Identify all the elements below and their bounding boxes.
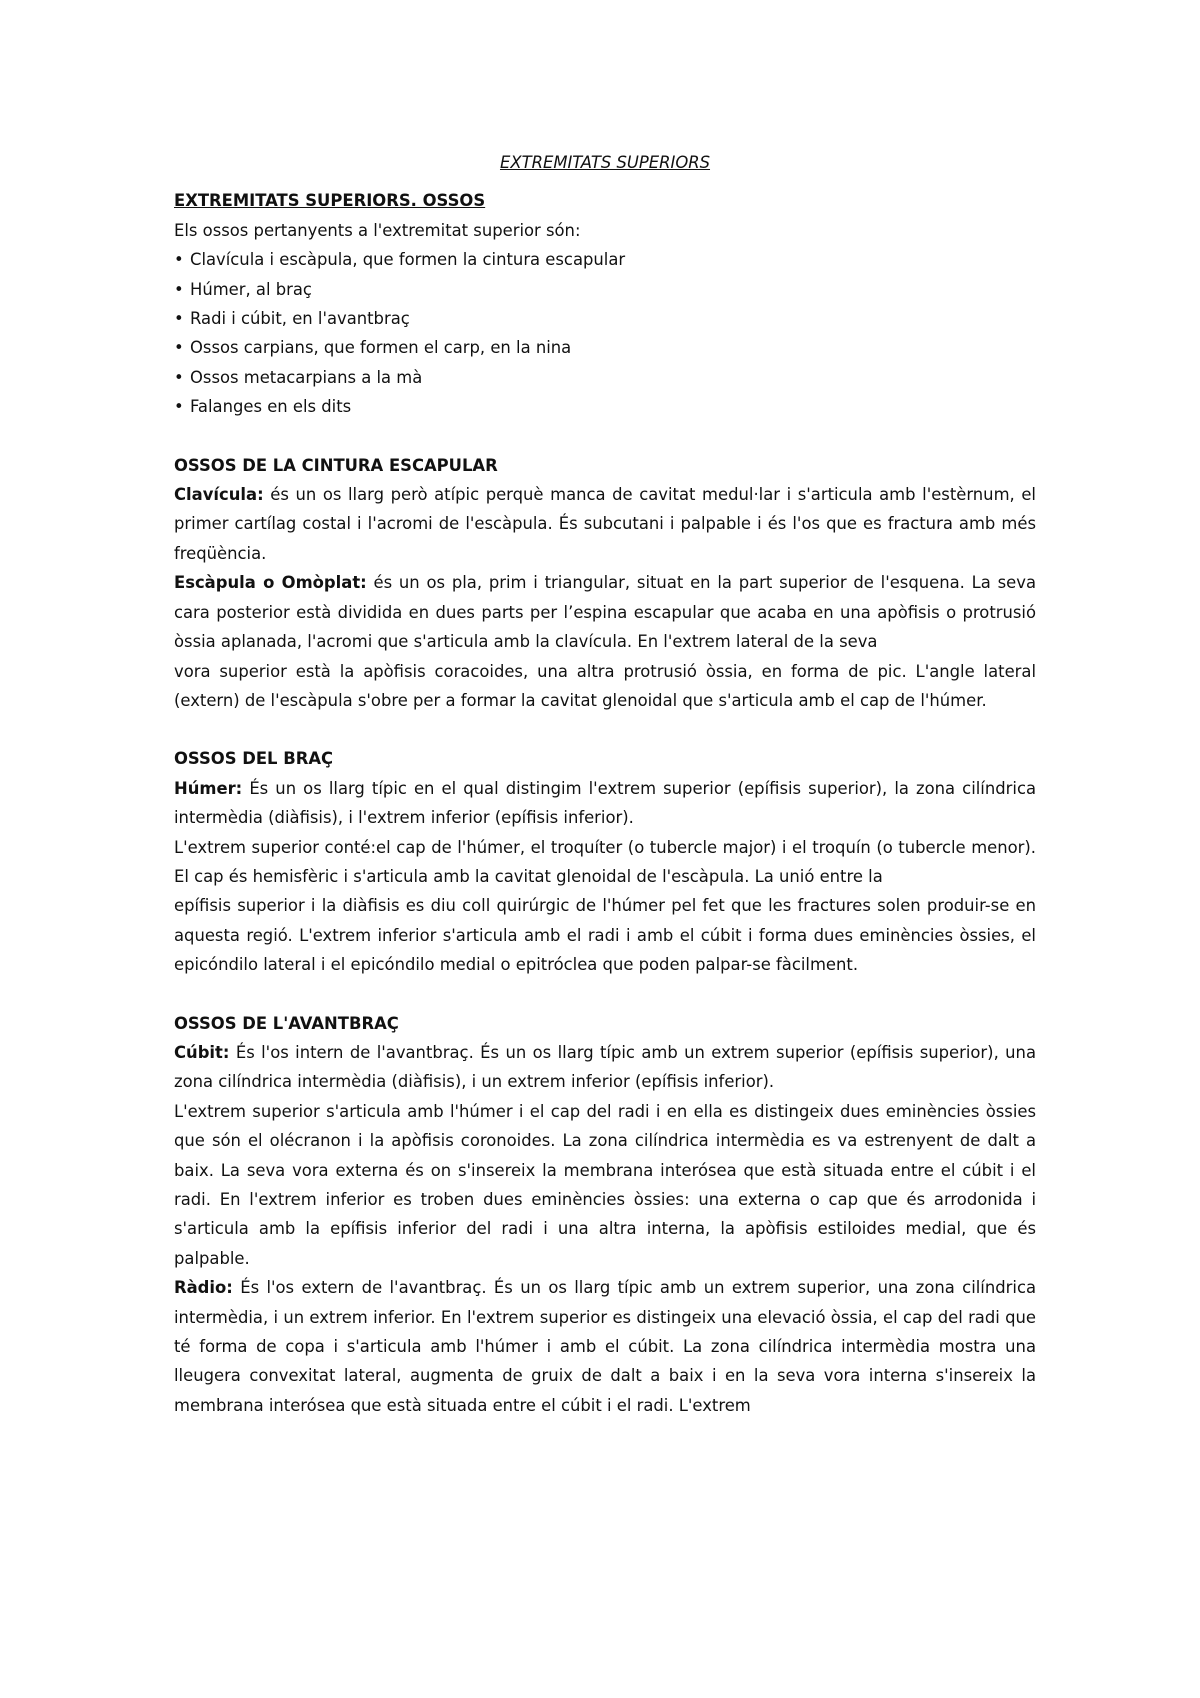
- list-item: • Húmer, al braç: [174, 275, 1036, 304]
- term-humer: Húmer:: [174, 778, 243, 798]
- list-item: • Ossos metacarpians a la mà: [174, 363, 1036, 392]
- paragraph-humer-superior: L'extrem superior conté:el cap de l'húmer, el troquíter (o tubercle major) i el troquín (o tubercle menor). El cap és hemisfèric i s'articula amb la cavitat glenoidal de l'escàpula. La unió entre la: [174, 837, 1036, 886]
- spacer: [174, 980, 1036, 1009]
- section-intro: Els ossos pertanyents a l'extremitat superior són:: [174, 220, 581, 240]
- paragraph-humer: Húmer: És un os llarg típic en el qual distingim l'extrem superior (epífisis superior), la zona cilíndrica intermèdia (diàfisis), i l'extrem inferior (epífisis inferior).: [174, 778, 1036, 828]
- document-title: EXTREMITATS SUPERIORS: [499, 153, 711, 172]
- paragraph-escapula-cont: vora superior està la apòfisis coracoides, una altra protrusió òssia, en forma de pic. L'angle lateral (extern) de l'escàpula s'obre per a formar la cavitat glenoidal que s'articula amb el cap de l'húmer.: [174, 661, 1036, 710]
- list-item: • Clavícula i escàpula, que formen la cintura escapular: [174, 245, 1036, 274]
- term-escapula: Escàpula o Omòplat:: [174, 573, 367, 593]
- section-heading-avantbras: OSSOS DE L'AVANTBRAÇ: [174, 1013, 399, 1033]
- bullet-icon: •: [174, 397, 184, 417]
- paragraph-cubit: Cúbit: És l'os intern de l'avantbraç. És un os llarg típic amb un extrem superior (epífisis superior), una zona cilíndrica intermèdia (diàfisis), i un extrem inferior (epífisis inferior).: [174, 1042, 1036, 1092]
- bullet-icon: •: [174, 309, 184, 329]
- bullet-icon: •: [174, 338, 184, 358]
- section-heading-bras: OSSOS DEL BRAÇ: [174, 749, 334, 769]
- section-heading-extremitats-ossos: EXTREMITATS SUPERIORS. OSSOS: [174, 191, 486, 211]
- list-item: • Radi i cúbit, en l'avantbraç: [174, 304, 1036, 333]
- paragraph-clavicula: Clavícula: és un os llarg però atípic perquè manca de cavitat medul·lar i s'articula amb l'estèrnum, el primer cartílag costal i l'acromi de l'escàpula. És subcutani i palpable i és l'os que es fractura amb més freqüència.: [174, 485, 1036, 563]
- paragraph-humer-inferior: epífisis superior i la diàfisis es diu coll quirúrgic de l'húmer pel fet que les fractures solen produir-se en aquesta regió. L'extrem inferior s'articula amb el radi i amb el cúbit i forma dues eminències òssies, el epicóndilo lateral i el epicóndilo medial o epitróclea que poden palpar-se fàcilment.: [174, 896, 1036, 975]
- term-radio: Ràdio:: [174, 1278, 233, 1298]
- paragraph-escapula: Escàpula o Omòplat: és un os pla, prim i triangular, situat en la part superior de l'esquena. La seva cara posterior està dividida en dues parts per l’espina escapular que acaba en una apòfisis o protrusió òssia aplanada, l'acromi que s'articula amb la clavícula. En l'extrem lateral de la seva: [174, 573, 1036, 652]
- bullet-icon: •: [174, 250, 184, 270]
- spacer: [174, 422, 1036, 451]
- spacer: [174, 715, 1036, 744]
- list-item: • Falanges en els dits: [174, 392, 1036, 421]
- section-heading-cintura-escapular: OSSOS DE LA CINTURA ESCAPULAR: [174, 455, 498, 475]
- term-cubit: Cúbit:: [174, 1042, 230, 1062]
- bone-list: [174, 245, 1036, 421]
- paragraph-cubit-detail: L'extrem superior s'articula amb l'húmer i el cap del radi i en ella es distingeix dues eminències òssies que són el olécranon i la apòfisis coronoides. La zona cilíndrica intermèdia es va estrenyent de dalt a baix. La seva vora externa és on s'insereix la membrana interósea que està situada entre el cúbit i el radi. En l'extrem inferior es troben dues eminències òssies: una externa o cap que és arrodonida i s'articula amb la epífisis inferior del radi i una altra interna, la apòfisis estiloides medial, que és palpable.: [174, 1101, 1036, 1268]
- term-clavicula: Clavícula:: [174, 485, 264, 505]
- paragraph-radio: Ràdio: És l'os extern de l'avantbraç. És un os llarg típic amb un extrem superior, una zona cilíndrica intermèdia, i un extrem inferior. En l'extrem superior es distingeix una elevació òssia, el cap del radi que té forma de copa i s'articula amb l'húmer i amb el cúbit. La zona cilíndrica intermèdia mostra una lleugera convexitat lateral, augmenta de gruix de dalt a baix i en la seva vora interna s'insereix la membrana interósea que està situada entre el cúbit i el radi. L'extrem: [174, 1278, 1036, 1415]
- list-item: • Ossos carpians, que formen el carp, en la nina: [174, 333, 1036, 362]
- bullet-icon: •: [174, 367, 184, 387]
- bullet-icon: •: [174, 279, 184, 299]
